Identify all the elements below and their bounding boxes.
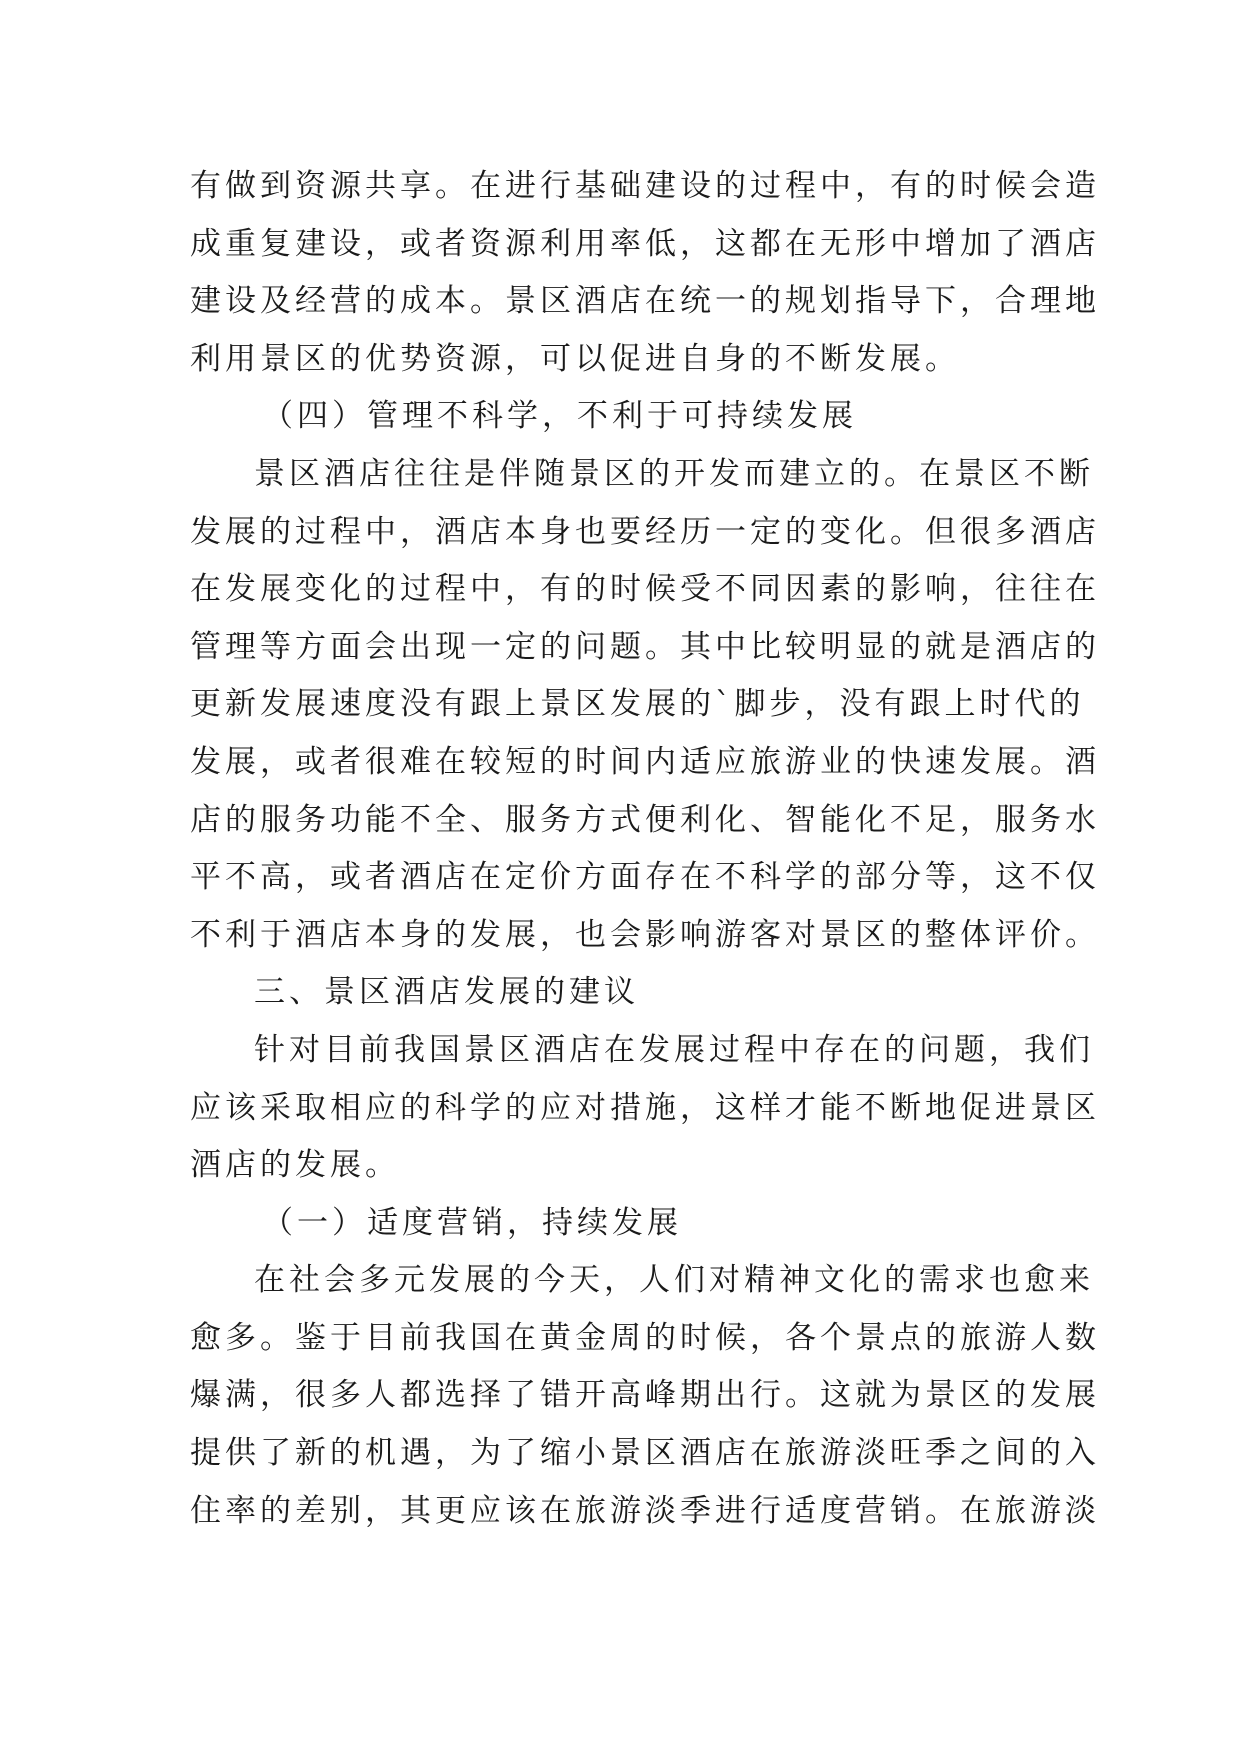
text-line: 发展的过程中，酒店本身也要经历一定的变化。但很多酒店: [190, 513, 1100, 550]
text-line: 愈多。鉴于目前我国在黄金周的时候，各个景点的旅游人数: [190, 1319, 1100, 1356]
text-line: 有做到资源共享。在进行基础建设的过程中，有的时候会造: [190, 168, 1100, 204]
text-line: 在社会多元发展的今天，人们对精神文化的需求也愈来: [254, 1262, 1094, 1299]
text-line: 店的服务功能不全、服务方式便利化、智能化不足，服务水: [190, 801, 1100, 838]
text-line: 爆满，很多人都选择了错开高峰期出行。这就为景区的发展: [190, 1377, 1100, 1414]
text-line: 管理等方面会出现一定的问题。其中比较明显的就是酒店的: [190, 628, 1100, 665]
body-text: [190, 158, 1100, 1540]
text-line: 应该采取相应的科学的应对措施，这样才能不断地促进景区: [190, 1089, 1100, 1126]
text-line: 更新发展速度没有跟上景区发展的`脚步，没有跟上时代的: [190, 686, 1085, 723]
section-heading-line: （四）管理不科学，不利于可持续发展: [262, 398, 857, 435]
text-line: 利用景区的优势资源，可以促进自身的不断发展。: [190, 340, 960, 377]
text-line: 针对目前我国景区酒店在发展过程中存在的问题，我们: [254, 1031, 1094, 1068]
text-line: 住率的差别，其更应该在旅游淡季进行适度营销。在旅游淡: [190, 1492, 1100, 1529]
text-line: 建设及经营的成本。景区酒店在统一的规划指导下，合理地: [190, 283, 1100, 320]
text-line: 发展，或者很难在较短的时间内适应旅游业的快速发展。酒: [190, 743, 1100, 780]
text-line: 不利于酒店本身的发展，也会影响游客对景区的整体评价。: [190, 916, 1100, 953]
text-line: 酒店的发展。: [190, 1147, 400, 1184]
section-heading-line: （一）适度营销，持续发展: [262, 1204, 682, 1241]
text-line: 平不高，或者酒店在定价方面存在不科学的部分等，这不仅: [190, 859, 1100, 896]
text-line: 提供了新的机遇，为了缩小景区酒店在旅游淡旺季之间的入: [190, 1435, 1100, 1472]
text-line: 三、景区酒店发展的建议: [254, 974, 639, 1011]
text-line: 成重复建设，或者资源利用率低，这都在无形中增加了酒店: [190, 225, 1100, 262]
text-line: 景区酒店往往是伴随景区的开发而建立的。在景区不断: [254, 455, 1094, 492]
text-line: 在发展变化的过程中，有的时候受不同因素的影响，往往在: [190, 571, 1100, 608]
